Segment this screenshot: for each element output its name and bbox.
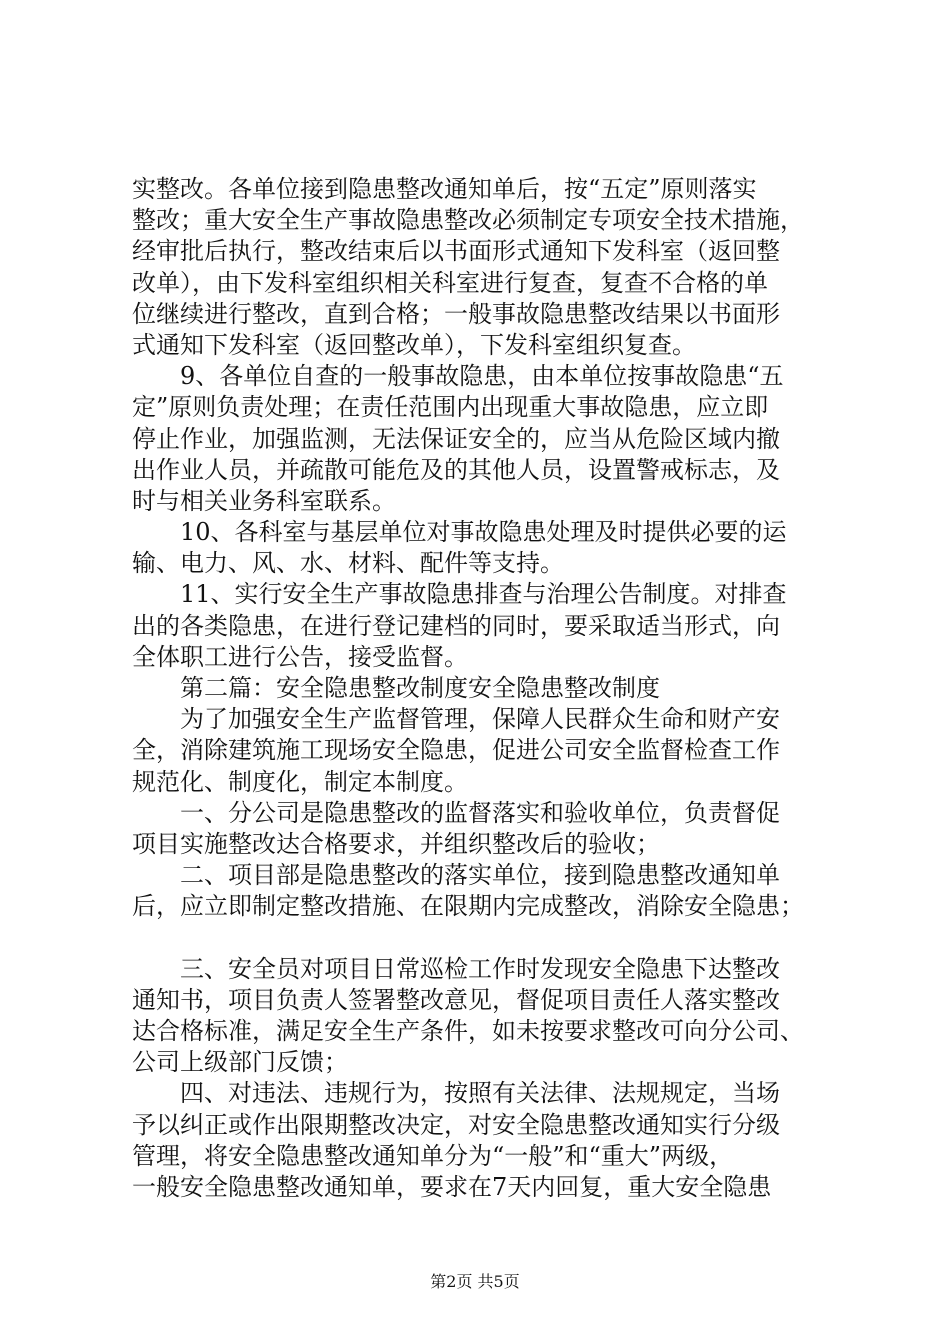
text-line: 定”原则负责处理；在责任范围内出现重大事故隐患，应立即 (132, 393, 769, 422)
blank-line (132, 923, 844, 954)
text-line: 四、对违法、违规行为，按照有关法律、法规规定，当场 (132, 1079, 780, 1108)
text-line: 时与相关业务科室联系。 (132, 486, 396, 515)
text-line: 输、电力、风、水、材料、配件等支持。 (132, 549, 564, 578)
text-line: 通知书，项目负责人签署整改意见，督促项目责任人落实整改 (132, 985, 780, 1014)
text-line: 出作业人员，并疏散可能危及的其他人员，设置警戒标志，及 (132, 455, 780, 484)
text-line: 为了加强安全生产监督管理，保障人民群众生命和财产安 (132, 705, 780, 734)
text-line: 管理，将安全隐患整改通知单分为“一般”和“重大”两级， (132, 1141, 734, 1170)
text-line: 整改；重大安全生产事故隐患整改必须制定专项安全技术措施， (132, 206, 804, 235)
text-line: 全体职工进行公告，接受监督。 (132, 642, 468, 671)
text-line: 第二篇：安全隐患整改制度安全隐患整改制度 (132, 674, 660, 702)
text-line: 全，消除建筑施工现场安全隐患，促进公司安全监督检查工作 (132, 736, 780, 765)
page-footer (0, 1272, 950, 1292)
page-number-label: 第2页 共5页 (430, 1272, 520, 1291)
text-line: 9、各单位自查的一般事故隐患，由本单位按事故隐患“五 (132, 362, 784, 391)
text-line: 式通知下发科室（返回整改单），下发科室组织复查。 (132, 330, 696, 359)
text-line: 后，应立即制定整改措施、在限期内完成整改，消除安全隐患； (132, 892, 804, 921)
text-line: 10、各科室与基层单位对事故隐患处理及时提供必要的运 (132, 518, 787, 547)
text-line: 达合格标准，满足安全生产条件，如未按要求整改可向分公司、 (132, 1017, 804, 1046)
document-body (132, 174, 844, 1203)
text-line: 二、项目部是隐患整改的落实单位，接到隐患整改通知单 (132, 861, 780, 890)
text-line: 三、安全员对项目日常巡检工作时发现安全隐患下达整改 (132, 954, 780, 983)
text-line: 停止作业，加强监测，无法保证安全的，应当从危险区域内撤 (132, 424, 780, 453)
text-line: 予以纠正或作出限期整改决定，对安全隐患整改通知实行分级 (132, 1110, 780, 1139)
text-line: 实整改。各单位接到隐患整改通知单后，按“五定”原则落实 (132, 175, 757, 203)
text-line: 位继续进行整改，直到合格；一般事故隐患整改结果以书面形 (132, 299, 780, 328)
text-line: 项目实施整改达合格要求，并组织整改后的验收； (132, 829, 660, 858)
text-line: 经审批后执行，整改结束后以书面形式通知下发科室（返回整 (132, 237, 780, 266)
text-line: 11、实行安全生产事故隐患排查与治理公告制度。对排查 (132, 580, 787, 609)
text-line: 规范化、制度化，制定本制度。 (132, 767, 468, 796)
text-line: 改单），由下发科室组织相关科室进行复查，复查不合格的单 (132, 268, 768, 297)
text-line: 公司上级部门反馈； (132, 1048, 348, 1077)
text-line: 一、分公司是隐患整改的监督落实和验收单位，负责督促 (132, 798, 780, 827)
text-line: 一般安全隐患整改通知单，要求在7天内回复，重大安全隐患 (132, 1173, 772, 1201)
text-line: 出的各类隐患，在进行登记建档的同时，要采取适当形式，向 (132, 611, 780, 640)
